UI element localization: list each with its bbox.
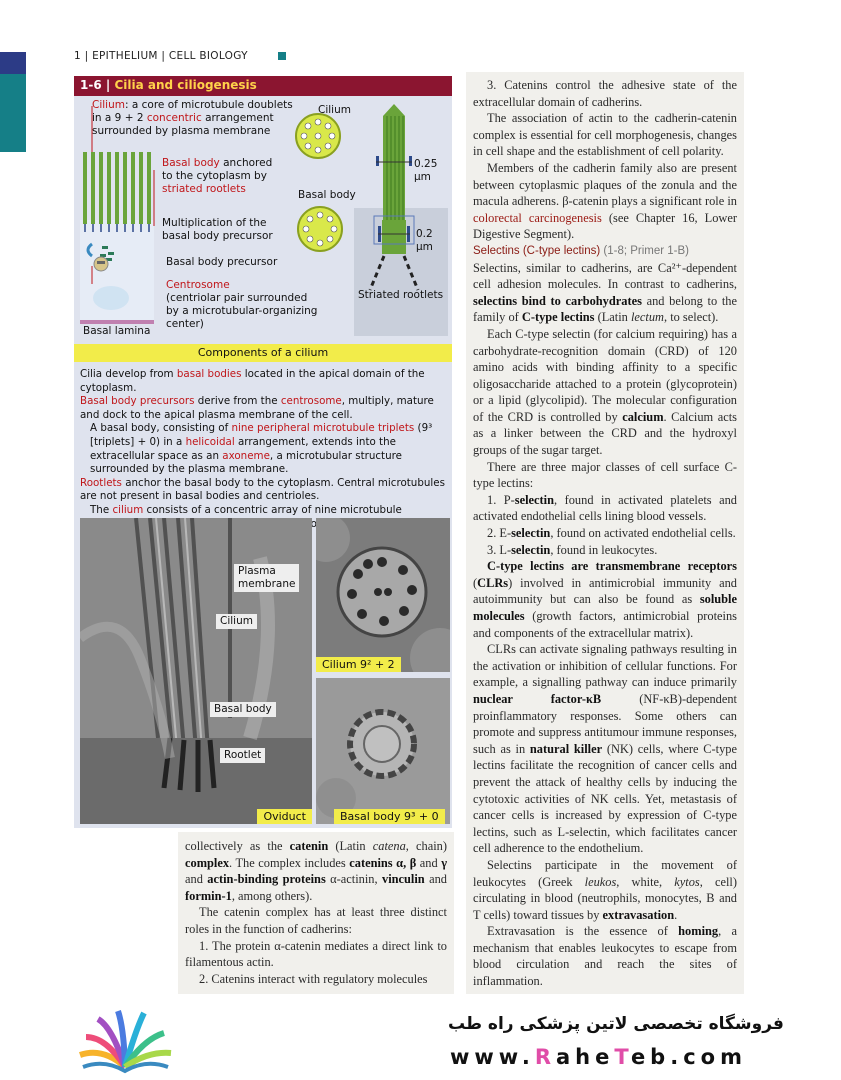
centrosome-line-3: center): [166, 318, 204, 330]
multiplication-line-2: basal body precursor: [162, 230, 273, 242]
text-bold: selectin: [514, 492, 555, 507]
text-term: axoneme: [222, 449, 270, 462]
text-span: , multiply, mature and dock to the apical plasma membrane of the cell.: [80, 395, 434, 421]
basal-body-right-label: Basal body: [298, 189, 356, 201]
text-bold: catenins α, β: [349, 855, 417, 870]
text-span: , among others).: [231, 888, 313, 903]
list-item-1: [473, 492, 737, 525]
text-span: located in the apical domain of the cytoplasm.: [80, 368, 425, 394]
fig-paragraph-1: [80, 368, 446, 395]
text-span: . The complex includes: [229, 855, 350, 870]
fig-paragraph-3: [80, 422, 446, 476]
text-span: α-actinin,: [325, 872, 382, 887]
selectins-section-heading: [473, 243, 737, 260]
url-part-accent: T: [614, 1045, 631, 1069]
text-span: The: [90, 503, 113, 516]
text-span: Cilia develop from: [80, 368, 177, 380]
text-italic: kytos: [674, 874, 700, 889]
left-paragraph-2: The catenin complex has at least three distinct roles in the function of cadherins:: [185, 905, 447, 936]
left-paragraph-4: 2. Catenins interact with regulatory molecules: [199, 971, 428, 986]
url-part: ahe: [556, 1045, 615, 1069]
colorectal-link[interactable]: colorectal carcinogenesis: [473, 210, 602, 225]
cilia-array: [83, 152, 151, 224]
text-bold: formin-1: [185, 888, 232, 903]
text-term: Basal body precursors: [80, 395, 195, 408]
fig-paragraph-4: [80, 477, 446, 504]
text-italic: catena: [372, 839, 406, 853]
text-span: CLRs can activate signaling pathways resulting in the activation or inhibition of cellular functions. For example, a signalling pathway can induce primarily: [473, 642, 737, 690]
right-paragraph-1: 3. Catenins control the adhesive state of the extracellular domain of cadherins.: [473, 78, 737, 109]
text-span: (NF-κB)-dependent proinflammatory responses. Some others can promote and suppress antitumour immune responses, such as in: [473, 691, 737, 756]
right-paragraph-7: [473, 558, 737, 641]
text-term: nine peripheral microtubule triplets: [231, 422, 415, 435]
right-paragraph-4: [473, 260, 737, 326]
right-paragraph-6: There are three major classes of cell surface C-type lectins:: [473, 459, 737, 491]
centrosome-term: Centrosome: [166, 279, 230, 291]
text-span: anchor the basal body to the cytoplasm. Central microtubules are not present in basal bodies and centrioles.: [80, 476, 445, 503]
text-italic: leukos: [584, 874, 617, 889]
plasma-membrane-tag: [234, 564, 299, 592]
text-bold: homing: [678, 924, 719, 939]
cilium-def-part: in a 9 + 2: [92, 112, 147, 124]
plasma-word: Plasma: [238, 565, 276, 577]
running-head-square: [278, 52, 286, 60]
text-bold: γ: [441, 855, 447, 870]
cilium-definition: [92, 99, 293, 138]
store-name-persian: فروشگاه تخصصی لاتین پزشکی راه طب: [448, 1014, 784, 1034]
figure-box: [74, 76, 452, 828]
cilium-92-label: Cilium 9² + 2: [316, 657, 401, 672]
basal-lamina-line: [80, 320, 154, 324]
text-bold: extravasation: [602, 907, 675, 922]
basal-body-def-part: anchored: [219, 157, 273, 169]
cilium-tag: Cilium: [216, 614, 257, 629]
text-span: ) involved in antimicrobial immunity and autoimmunity but can also be found as: [473, 575, 737, 607]
text-bold: selectins bind to carbohydrates: [473, 293, 642, 308]
text-bold: actin-binding proteins: [207, 872, 326, 887]
text-span: 1. P-: [487, 492, 515, 507]
text-term: Rootlets: [80, 476, 122, 489]
micrograph-basal-body-cross-section: [316, 678, 450, 824]
text-span: 3. L-: [487, 542, 512, 557]
right-paragraph-2: The association of actin to the cadherin-catenin complex is essential for cell morphogenesis, changes in cell shape and the establishment of cell polarity.: [473, 111, 737, 159]
text-span: (Latin: [328, 839, 373, 853]
text-span: (growth factors, antimicrobial proteins and components of the extracellular matrix).: [473, 609, 737, 640]
side-tab-dark: [0, 52, 26, 74]
right-paragraph-10: [473, 923, 737, 989]
dimension-label-1: 0.25 μm: [414, 158, 438, 183]
text-span: arrangement, extends into the extracellular space as an: [90, 435, 396, 462]
side-tab-teal: [0, 74, 26, 152]
text-span: , found on activated endothelial cells.: [550, 526, 736, 541]
multiplication-label: [162, 217, 273, 243]
text-bold: vinculin: [382, 872, 425, 887]
basal-lamina-label: Basal lamina: [83, 325, 151, 337]
text-span: (NK) cells, where C-type lectins facilitate the recognition of cancer cells and prevent the attack of healthy cells by inducing the cytotoxic activities of NK cells. Yet, metastasis of cancer cells is increased by expression of C-type lectins, such as L-selectin, which facilitates cancer cell adherence to the endothelium.: [473, 741, 737, 856]
list-item-3: [473, 542, 737, 559]
text-span: and belong to the family of: [473, 293, 737, 325]
text-bold: C-type lectins are transmembrane receptors: [487, 559, 737, 574]
text-bold: natural killer: [529, 741, 603, 756]
text-bold: complex: [185, 855, 230, 870]
text-span: derive from the: [194, 395, 281, 408]
cilium-def-part: arrangement: [201, 112, 274, 124]
text-span: , a mechanism that enables leukocytes to escape from blood circulation and reach the sites of inflammation.: [473, 924, 737, 989]
striated-rootlets-label: Striated rootlets: [358, 289, 444, 301]
left-paragraph-3: 1. The protein α-catenin mediates a direct link to filamentous actin.: [185, 938, 447, 970]
text-bold: selectin: [511, 526, 551, 541]
figure-number: 1-6 |: [80, 78, 111, 92]
text-bold: catenin: [289, 839, 329, 853]
store-url[interactable]: [450, 1045, 747, 1069]
centrosome-definition: [166, 279, 317, 331]
left-column-text: [185, 838, 447, 987]
text-span: consists of a concentric array of nine microtubule: [146, 503, 402, 516]
text-span: Selectins, similar to cadherins, are Ca²⁺-dependent cell adhesion molecules. In contrast to cadherins,: [473, 260, 737, 292]
cilium-def-part: : a core of microtubule doublets: [124, 99, 293, 111]
text-bold: calcium: [622, 409, 664, 424]
micrograph-cilium-cross-section: [316, 518, 450, 672]
text-span: 2. E-: [487, 526, 512, 541]
text-span: Extravasation is the essence of: [487, 924, 679, 939]
text-span: (Latin: [594, 310, 631, 325]
concentric-term: concentric: [146, 112, 202, 124]
cilium-rod: [383, 116, 405, 220]
right-paragraph-8: [473, 641, 737, 857]
membrane-word: membrane: [238, 578, 296, 590]
precursor-label: Basal body precursor: [166, 256, 278, 268]
text-bold: nuclear factor-κB: [473, 691, 602, 706]
text-bold: soluble molecules: [473, 592, 737, 623]
text-span: and: [185, 872, 208, 887]
right-paragraph-3: [473, 160, 737, 243]
basal-body-tag: Basal body: [210, 702, 276, 717]
chapter-side-tab: [0, 52, 26, 152]
text-span: , to select).: [664, 310, 719, 325]
basal-93-label: Basal body 9³ + 0: [334, 809, 445, 824]
open-book-logo-icon: [78, 1007, 173, 1075]
striated-rootlets-term: striated rootlets: [162, 183, 246, 195]
right-paragraph-9: [473, 857, 737, 923]
text-span: .: [674, 907, 678, 922]
text-term: centrosome: [280, 395, 342, 408]
micrograph-cilium-drawing: [316, 518, 450, 672]
rootlet-tag: Rootlet: [220, 748, 265, 763]
centrosome-line-2: by a microtubular-organizing: [166, 305, 318, 317]
text-span: , found in activated platelets and activated endothelial cells lining blood vessels.: [473, 492, 737, 524]
text-span: and: [416, 855, 442, 870]
dimension-label-2: 0.2 μm: [416, 228, 433, 253]
nucleus: [93, 286, 129, 310]
text-span: , white,: [616, 874, 675, 889]
text-span: (see Chapter 16, Lower Digestive Segment).: [473, 210, 738, 242]
text-bold: selectin: [511, 542, 551, 557]
text-span: Members of the cadherin family also are present between cytoplasmic plaques of the zonula and the macula adherens. β-catenin plays a significant role in: [473, 160, 737, 209]
components-caption: Components of a cilium: [74, 344, 452, 362]
url-part-accent: R: [534, 1045, 557, 1069]
text-italic: lectum: [630, 310, 664, 325]
list-item-2: [473, 525, 737, 542]
text-span: Each C-type selectin (for calcium requiring) has a carbohydrate-recognition domain (CRD) of 120 amino acids with binding affinity to a specific oligosaccharide attached to a protein (glycoprotein) or a lipid (glycolipid). The molecular configuration of the CRD is controlled by: [473, 326, 737, 424]
text-bold: CLRs: [477, 575, 509, 590]
right-paragraph-5: [473, 326, 737, 459]
micrograph-basal-body-drawing: [316, 678, 450, 824]
text-bold: C-type lectins: [521, 310, 595, 325]
text-term: basal bodies: [176, 368, 242, 380]
centrosome-line-1: (centriolar pair surrounded: [166, 292, 308, 304]
text-term: cilium: [112, 503, 144, 516]
text-span: (9³ [triplets] + 0) in a: [90, 422, 433, 448]
fig-paragraph-2: [80, 395, 446, 422]
micrograph-oviduct: [80, 518, 312, 824]
url-part: eb.com: [630, 1045, 747, 1069]
text-span: A basal body, consisting of: [90, 422, 232, 435]
running-head-text: 1 | EPITHELIUM | CELL BIOLOGY: [74, 50, 248, 62]
right-column-text: [473, 77, 737, 990]
cilium-term: Cilium: [92, 99, 125, 111]
basal-body-term: Basal body: [162, 157, 220, 169]
section-heading-ref: (1-8; Primer 1-B): [600, 244, 690, 257]
text-span: and: [424, 872, 447, 887]
left-paragraph-1: [185, 838, 447, 904]
basal-body-rod: [382, 220, 406, 254]
text-term: helicoidal: [185, 435, 235, 448]
text-span: , cell) circulating in blood (neutrophils, monocytes, B and T cells) toward tissues by: [473, 874, 737, 922]
basal-body-definition: [162, 157, 272, 196]
text-span: Selectins participate in the movement of leukocytes (Greek: [473, 857, 737, 889]
oviduct-label: Oviduct: [257, 809, 312, 824]
text-span: , chain): [405, 839, 447, 853]
figure-title-text: Cilia and ciliogenesis: [114, 78, 257, 92]
text-span: , a microtubular structure surrounded by the plasma membrane.: [90, 449, 402, 476]
cilium-def-part: surrounded by plasma membrane: [92, 125, 271, 137]
running-head: [74, 50, 286, 62]
text-span: . Calcium acts as a linker between the CRD and the hydroxyl groups of the sugar target.: [473, 409, 737, 458]
text-span: collectively as the: [185, 839, 290, 853]
basal-body-def-part: to the cytoplasm by: [162, 170, 267, 182]
multiplication-line-1: Multiplication of the: [162, 217, 267, 229]
text-span: (: [473, 575, 478, 590]
section-heading-text: Selectins (C-type lectins): [473, 244, 601, 257]
url-part: www.: [450, 1045, 535, 1069]
cilium-right-label: Cilium: [318, 104, 351, 116]
text-span: , found in leukocytes.: [550, 542, 658, 557]
